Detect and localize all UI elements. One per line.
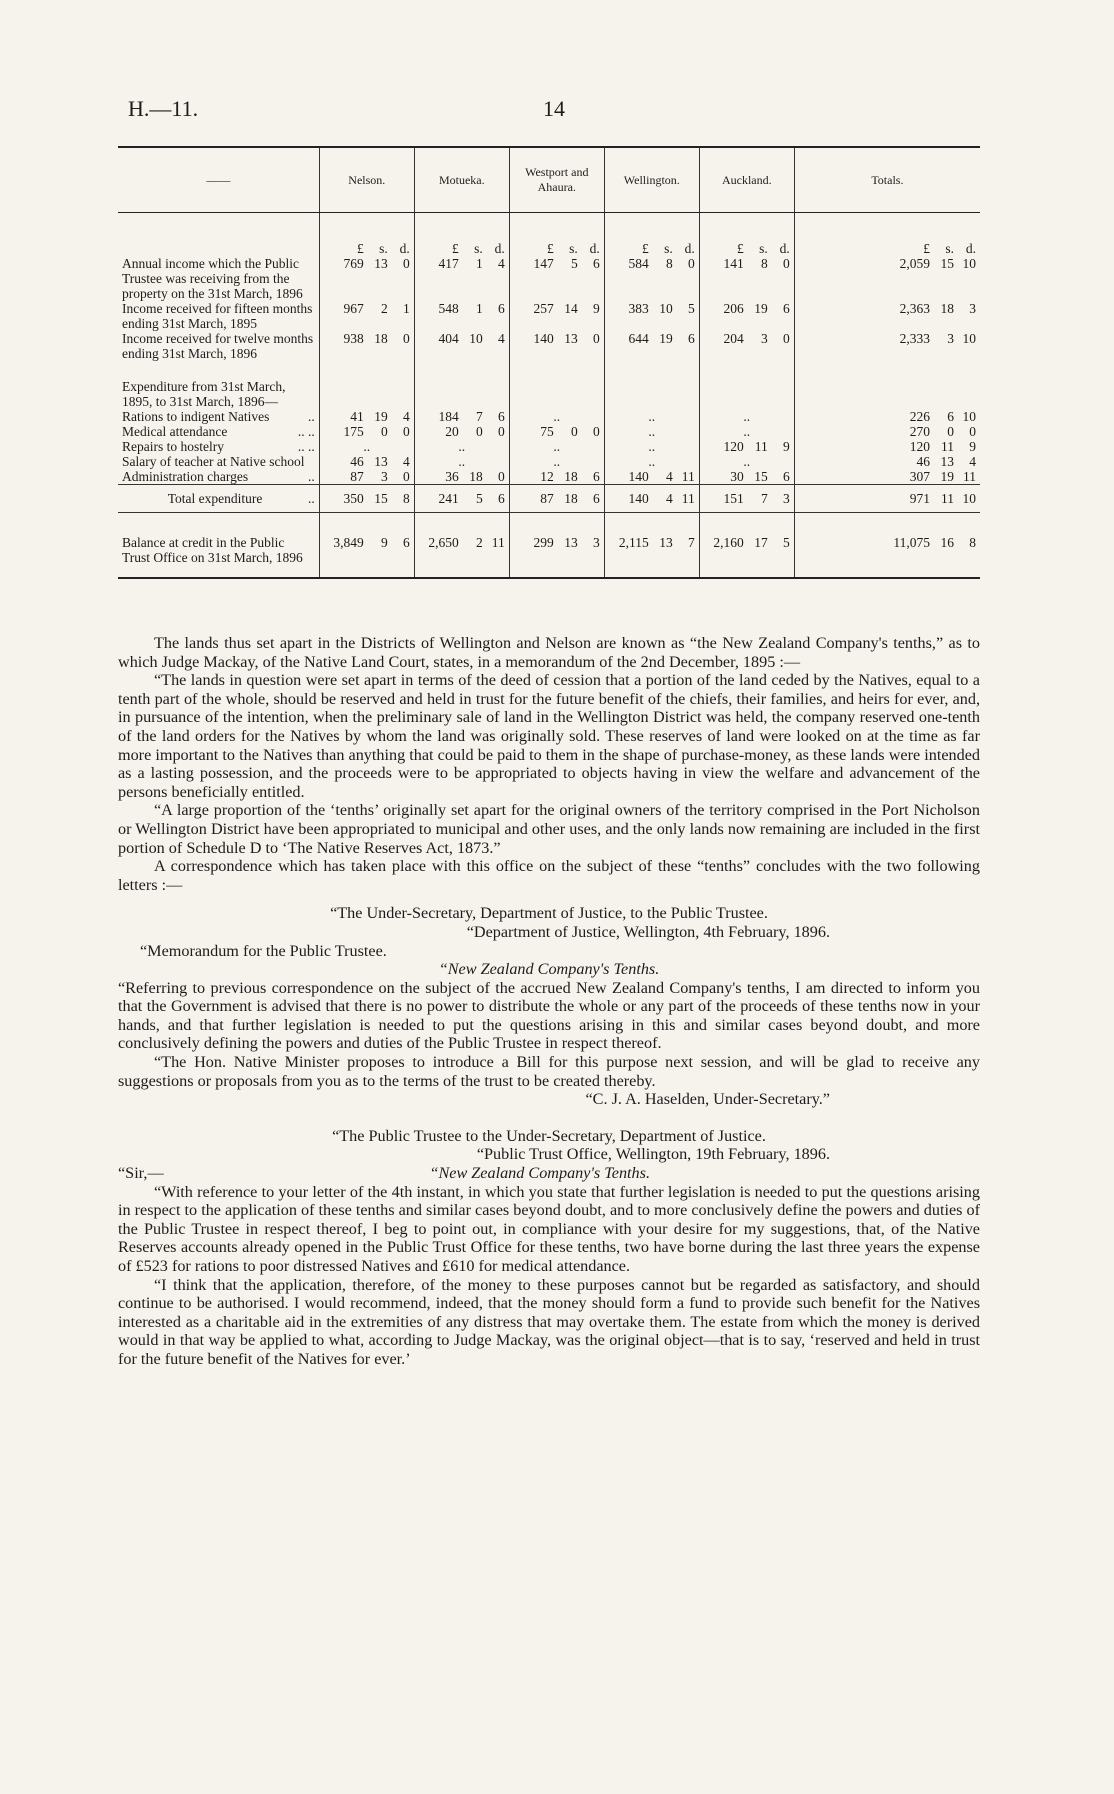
amount-pence: 0 [403, 256, 410, 271]
expenditure-heading-row [118, 379, 980, 409]
amount-pence: 0 [969, 424, 976, 439]
amount-value [514, 535, 600, 550]
table-row [118, 424, 980, 439]
row-label-text: Total expenditure [167, 491, 263, 506]
amount-pounds: 2,363 [899, 301, 930, 316]
amount-value [514, 469, 600, 484]
amount-pounds: 206 [723, 301, 744, 316]
amount-value [324, 454, 410, 469]
amount-shillings: 0 [947, 424, 954, 439]
amount-pence: 3 [593, 535, 600, 550]
quote-paragraph: “The lands in question were set apart in terms of the deed of cession that a portion of the land ceded by the Natives, equal to a tenth part of the whole, should be reserved and held in trust for the future benefit of the chiefs, their families, and heirs for ever, and, in pursuance of the intention, when the preliminary sale of land in the Wellington District was held, the company reserved one-tenth of the land orders for the Natives by whom the land was originally sold. These reserves of land were looked on at the time as far more important to the Natives than anything that could be paid to them in the shape of purchase-money, as these lands were intended as a lasting possession, and the proceeds were to be appropriated to objects having in view the welfare and advancement of the persons beneficially entitled. [118, 671, 980, 801]
amount-pounds: 241 [438, 491, 459, 506]
amount-pounds: 41 [350, 409, 364, 424]
amount-pence: 9 [593, 301, 600, 316]
table-row [118, 454, 980, 469]
amount-shillings: 19 [754, 301, 768, 316]
amount-shillings: 11 [941, 439, 954, 454]
amount-shillings: 11 [941, 491, 954, 506]
row-label [118, 379, 319, 409]
amount-value [324, 469, 410, 484]
amount-value [324, 424, 410, 439]
amount-pounds: 967 [343, 301, 364, 316]
amount-pounds: 2,650 [428, 535, 459, 550]
amount-pounds: 120 [723, 439, 744, 454]
amount-shillings: 2 [476, 535, 483, 550]
amount-pence: 11 [681, 469, 695, 484]
amount-pounds: 3,849 [333, 535, 364, 550]
amount-value [799, 535, 976, 550]
amount-pounds: 75 [540, 424, 554, 439]
letter-memo: “Memorandum for the Public Trustee. [140, 941, 387, 960]
amount-pounds: 46 [916, 454, 930, 469]
amount-shillings: 5 [476, 491, 483, 506]
amount-pounds: 2,160 [713, 535, 744, 550]
amount-pence: 6 [498, 409, 505, 424]
amount-shillings: 18 [564, 469, 578, 484]
amount-value [514, 491, 600, 506]
amount-pounds: 644 [628, 331, 649, 346]
amount-shillings: 4 [666, 469, 673, 484]
amount-value [799, 454, 976, 469]
amount-pounds: 350 [343, 491, 364, 506]
amount-pounds: 140 [628, 491, 649, 506]
amount-pence: 0 [498, 469, 505, 484]
amount-pence: 4 [498, 331, 505, 346]
letter-paragraph: “The Hon. Native Minister proposes to introduce a Bill for this purpose next session, and will be glad to receive any suggestions or proposals from you as to the terms of the trust to be created thereby. [118, 1053, 980, 1090]
paragraph: The lands thus set apart in the Districts of Wellington and Nelson are known as “the New Zealand Company's tenths,” as to which Judge Mackay, of the Native Land Court, states, in a memorandum of the 2nd December, 1895 :— [118, 634, 980, 671]
amount-shillings: 6 [947, 409, 954, 424]
amount-value [419, 535, 505, 550]
amount-shillings: 15 [754, 469, 768, 484]
amount-shillings: 1 [476, 256, 483, 271]
amount-pence: 1 [403, 301, 410, 316]
empty-value: .. [604, 454, 699, 469]
amount-shillings: 10 [469, 331, 483, 346]
unit-label: d. [684, 241, 695, 256]
amount-pence: 5 [688, 301, 695, 316]
amount-value [419, 424, 505, 439]
col-header-blank: —— [118, 147, 319, 213]
amount-value [799, 331, 976, 346]
amount-pounds: 226 [909, 409, 930, 424]
row-label-text: Expenditure from 31st March, 1895, to 31st March, 1896— [122, 379, 286, 409]
col-header-nelson: Nelson. [319, 147, 414, 213]
leader-dots: .. .. [297, 439, 315, 454]
amount-pounds: 20 [445, 424, 459, 439]
unit-label: s. [945, 241, 954, 256]
amount-pence: 7 [688, 535, 695, 550]
amount-shillings: 16 [940, 535, 954, 550]
empty-value: .. [604, 409, 699, 424]
empty-value: .. [699, 424, 794, 439]
amount-value [609, 491, 695, 506]
amount-pence: 9 [783, 439, 790, 454]
unit-label: s. [664, 241, 673, 256]
leader-dots: .. [308, 409, 315, 424]
amount-value [419, 469, 505, 484]
unit-label: s. [379, 241, 388, 256]
amount-pence: 6 [498, 491, 505, 506]
quote-paragraph: “A large proportion of the ‘tenths’ originally set apart for the original owners of the territory comprised in the Port Nicholson or Wellington District have been appropriated to municipal and other uses, and the only lands now remaining are included in the first portion of Schedule D to ‘The Native Reserves Act, 1873.” [118, 801, 980, 857]
row-label-text: Salary of teacher at Native school [122, 454, 305, 469]
amount-shillings: 3 [947, 331, 954, 346]
amount-shillings: 0 [381, 424, 388, 439]
amount-value [704, 535, 790, 550]
letter-paragraph: “Referring to previous correspondence on the subject of the accrued New Zealand Company's tenths, I am directed to inform you that the Government is advised that there is no power to distribute the whole or any part of the proceeds of these tenths now in your hands, and that further legislation is needed to put the questions arising in this and similar cases beyond doubt, and more conclusively defining the powers and duties of the Public Trustee in respect thereof. [118, 978, 980, 1053]
amount-shillings: 15 [374, 491, 388, 506]
amount-value [704, 256, 790, 271]
leader-dots: .. [308, 491, 315, 506]
amount-shillings: 1 [476, 301, 483, 316]
amount-pence: 6 [593, 469, 600, 484]
amount-pence: 0 [593, 424, 600, 439]
empty-value: .. [509, 439, 604, 454]
amount-pence: 11 [681, 491, 695, 506]
amount-value [324, 535, 410, 550]
unit-label: £ [452, 241, 459, 256]
amount-value [609, 256, 695, 271]
amount-shillings: 13 [374, 454, 388, 469]
amount-pence: 0 [403, 469, 410, 484]
amount-pence: 0 [783, 331, 790, 346]
amount-pounds: 175 [343, 424, 364, 439]
leader-dots: .. [308, 469, 315, 484]
amount-pence: 6 [593, 256, 600, 271]
amount-pence: 0 [783, 256, 790, 271]
empty-value: .. [699, 409, 794, 424]
unit-label: d. [399, 241, 410, 256]
amount-pounds: 36 [445, 469, 459, 484]
amount-shillings: 19 [374, 409, 388, 424]
amount-pounds: 383 [628, 301, 649, 316]
empty-value: .. [604, 439, 699, 454]
letter-heading: “The Public Trustee to the Under-Secretary, Department of Justice. [332, 1126, 766, 1145]
amount-shillings: 8 [666, 256, 673, 271]
amount-shillings: 19 [940, 469, 954, 484]
amount-pence: 4 [498, 256, 505, 271]
amount-pence: 6 [688, 331, 695, 346]
amount-value [324, 409, 410, 424]
col-header-totals: Totals. [794, 147, 980, 213]
amount-value [514, 256, 600, 271]
amount-pounds: 147 [533, 256, 554, 271]
amount-shillings: 9 [381, 535, 388, 550]
amount-shillings: 13 [374, 256, 388, 271]
amount-value [514, 301, 600, 316]
unit-label: d. [965, 241, 976, 256]
amount-pence: 6 [783, 469, 790, 484]
amount-value [324, 301, 410, 316]
amount-pence: 0 [593, 331, 600, 346]
row-label-text: Repairs to hostelry [122, 439, 224, 454]
amount-shillings: 19 [659, 331, 673, 346]
amount-shillings: 17 [754, 535, 768, 550]
col-header-motueka: Motueka. [414, 147, 509, 213]
amount-pence: 10 [962, 331, 976, 346]
amount-shillings: 14 [564, 301, 578, 316]
amount-shillings: 0 [476, 424, 483, 439]
amount-value [514, 424, 600, 439]
table-row [118, 409, 980, 424]
table-row [118, 301, 980, 331]
amount-pounds: 307 [909, 469, 930, 484]
table-row [118, 331, 980, 361]
row-label-text: Medical attendance [122, 424, 228, 439]
amount-pounds: 87 [540, 491, 554, 506]
empty-value: .. [509, 409, 604, 424]
amount-pounds: 184 [438, 409, 459, 424]
amount-value [704, 469, 790, 484]
amount-shillings: 13 [564, 535, 578, 550]
amount-pounds: 548 [438, 301, 459, 316]
amount-value [799, 439, 976, 454]
row-label [118, 513, 319, 579]
amount-value [324, 491, 410, 506]
unit-label: £ [642, 241, 649, 256]
amount-pounds: 2,115 [618, 535, 649, 550]
amount-pence: 0 [688, 256, 695, 271]
row-label [118, 256, 319, 301]
row-label [118, 454, 319, 469]
amount-value [704, 491, 790, 506]
amount-pounds: 299 [533, 535, 554, 550]
letter-date: “Public Trust Office, Wellington, 19th February, 1896. [476, 1145, 830, 1164]
amount-value [704, 331, 790, 346]
table-row [118, 256, 980, 301]
table-row [118, 469, 980, 485]
letter-salutation: “Sir,— [118, 1164, 164, 1183]
page-number: 14 [543, 96, 565, 121]
balance-row [118, 513, 980, 579]
amount-pence: 3 [969, 301, 976, 316]
amount-shillings: 10 [659, 301, 673, 316]
amount-pounds: 2,059 [899, 256, 930, 271]
unit-label: s. [474, 241, 483, 256]
amount-pounds: 12 [540, 469, 554, 484]
amount-pence: 0 [403, 331, 410, 346]
amount-value [609, 535, 695, 550]
row-label [118, 331, 319, 361]
unit-label: £ [357, 241, 364, 256]
empty-value: .. [414, 439, 509, 454]
amount-pounds: 140 [533, 331, 554, 346]
row-label [118, 409, 319, 424]
amount-pounds: 87 [350, 469, 364, 484]
table-row [118, 439, 980, 454]
amount-pence: 4 [969, 454, 976, 469]
total-row [118, 485, 980, 513]
amount-pence: 8 [969, 535, 976, 550]
leader-dots: .. .. [297, 424, 315, 439]
amount-pence: 10 [962, 409, 976, 424]
amount-pounds: 30 [730, 469, 744, 484]
amount-pounds: 11,075 [893, 535, 930, 550]
amount-value [799, 491, 976, 506]
row-label [118, 469, 319, 485]
report-reference: H.—11. [128, 96, 199, 121]
empty-value: .. [414, 454, 509, 469]
amount-pence: 8 [403, 491, 410, 506]
amount-value [799, 469, 976, 484]
letter-paragraph: “I think that the application, therefore, of the money to these purposes cannot but be regarded as satisfactory, and should continue to be authorised. I would recommend, indeed, that the money should form a fund to provide such benefit for the Natives interested as a charitable aid in the extremities of any distress that may overtake them. The estate from which the money is derived would in that way be applied to what, according to Judge Mackay, was the original object—that is to say, ‘reserved and held in trust for the future benefit of the Natives for ever.’ [118, 1275, 980, 1368]
amount-value [324, 331, 410, 346]
letter-date: “Department of Justice, Wellington, 4th February, 1896. [466, 922, 830, 941]
amount-pounds: 584 [628, 256, 649, 271]
amount-shillings: 13 [940, 454, 954, 469]
amount-pence: 11 [963, 469, 976, 484]
amount-value [609, 469, 695, 484]
amount-pounds: 417 [438, 256, 459, 271]
amount-value [514, 331, 600, 346]
letter-signature: “C. J. A. Haselden, Under-Secretary.” [585, 1090, 830, 1109]
amount-value [799, 301, 976, 316]
amount-shillings: 3 [761, 331, 768, 346]
amount-pence: 3 [783, 491, 790, 506]
amount-shillings: 7 [761, 491, 768, 506]
amount-pence: 6 [498, 301, 505, 316]
amount-pounds: 971 [909, 491, 930, 506]
row-label-text: Income received for twelve months ending 31st March, 1896 [122, 331, 314, 361]
letter-heading: “The Under-Secretary, Department of Justice, to the Public Trustee. [330, 904, 768, 923]
paragraph: A correspondence which has taken place with this office on the subject of these “tenths” concludes with the two following letters :— [118, 857, 980, 894]
amount-pounds: 151 [723, 491, 744, 506]
amount-pounds: 938 [343, 331, 364, 346]
unit-label: d. [589, 241, 600, 256]
col-header-westport: Westport and Ahaura. [509, 147, 604, 213]
empty-value: .. [699, 454, 794, 469]
amount-shillings: 18 [374, 331, 388, 346]
amount-shillings: 18 [564, 491, 578, 506]
amount-value [609, 331, 695, 346]
amount-shillings: 5 [571, 256, 578, 271]
amount-pounds: 141 [723, 256, 744, 271]
amount-value [324, 256, 410, 271]
amount-pence: 11 [491, 535, 505, 550]
table-header-row [118, 147, 980, 213]
amount-pounds: 140 [628, 469, 649, 484]
unit-label: s. [759, 241, 768, 256]
unit-label: £ [547, 241, 554, 256]
unit-label: d. [779, 241, 790, 256]
amount-shillings: 3 [381, 469, 388, 484]
amount-shillings: 8 [761, 256, 768, 271]
letter-paragraph: “With reference to your letter of the 4th instant, in which you state that further legislation is needed to put the questions arising in respect to the application of these tenths and similar cases beyond doubt, and to more conclusively define the powers and duties of the Public Trustee in respect thereof, I beg to point out, in compliance with your desire for my suggestions, that, of the Native Reserves accounts already opened in the Public Trust Office for these tenths, two have borne during the last three years the expense of £523 for rations to poor distressed Natives and £610 for medical attendance. [118, 1182, 980, 1275]
amount-pounds: 769 [343, 256, 364, 271]
units-row [118, 213, 980, 257]
amount-pence: 4 [403, 409, 410, 424]
amount-shillings: 11 [754, 439, 768, 454]
amount-pence: 10 [962, 256, 976, 271]
amount-pence: 9 [969, 439, 976, 454]
amount-pence: 6 [783, 301, 790, 316]
amount-pence: 0 [498, 424, 505, 439]
row-label [118, 485, 319, 513]
amount-pounds: 46 [350, 454, 364, 469]
amount-pence: 6 [403, 535, 410, 550]
amount-value [419, 256, 505, 271]
amount-shillings: 15 [940, 256, 954, 271]
amount-shillings: 2 [381, 301, 388, 316]
amount-shillings: 4 [666, 491, 673, 506]
amount-value [799, 424, 976, 439]
amount-value [419, 409, 505, 424]
row-label-text: Income received for fifteen months ending 31st March, 1895 [122, 301, 313, 331]
col-header-wellington: Wellington. [604, 147, 699, 213]
amount-value [609, 301, 695, 316]
letter-subject: “New Zealand Company's Tenths. [438, 960, 660, 979]
amount-pence: 0 [403, 424, 410, 439]
amount-shillings: 0 [571, 424, 578, 439]
body-text [118, 634, 980, 1369]
amount-shillings: 18 [469, 469, 483, 484]
unit-label: £ [923, 241, 930, 256]
amount-pounds: 404 [438, 331, 459, 346]
accounts-table [118, 146, 980, 579]
unit-label: d. [494, 241, 505, 256]
row-label-text: Rations to indigent Natives [122, 409, 270, 424]
amount-value [799, 256, 976, 271]
amount-pence: 10 [962, 491, 976, 506]
row-label [118, 301, 319, 331]
amount-pence: 4 [403, 454, 410, 469]
amount-value [419, 491, 505, 506]
amount-value [799, 409, 976, 424]
empty-value: .. [319, 439, 414, 454]
amount-pence: 6 [593, 491, 600, 506]
unit-label: £ [737, 241, 744, 256]
amount-shillings: 13 [564, 331, 578, 346]
amount-pounds: 257 [533, 301, 554, 316]
row-label [118, 439, 319, 454]
empty-value: .. [604, 424, 699, 439]
amount-pounds: 2,333 [899, 331, 930, 346]
amount-value [419, 301, 505, 316]
amount-pounds: 204 [723, 331, 744, 346]
unit-label: s. [569, 241, 578, 256]
amount-pounds: 270 [909, 424, 930, 439]
row-label [118, 424, 319, 439]
amount-value [704, 301, 790, 316]
col-header-auckland: Auckland. [699, 147, 794, 213]
amount-shillings: 7 [476, 409, 483, 424]
amount-value [704, 439, 790, 454]
row-label-text: Balance at credit in the Public Trust Office on 31st March, 1896 [122, 535, 303, 565]
empty-value: .. [509, 454, 604, 469]
row-label-text: Administration charges [122, 469, 249, 484]
amount-shillings: 18 [940, 301, 954, 316]
amount-pence: 5 [783, 535, 790, 550]
row-label-text: Annual income which the Public Trustee was receiving from the property on the 31st March, 1896 [122, 256, 303, 301]
letter-subject: “New Zealand Company's Tenths. [429, 1164, 650, 1183]
amount-value [419, 331, 505, 346]
amount-pounds: 120 [909, 439, 930, 454]
amount-shillings: 13 [659, 535, 673, 550]
